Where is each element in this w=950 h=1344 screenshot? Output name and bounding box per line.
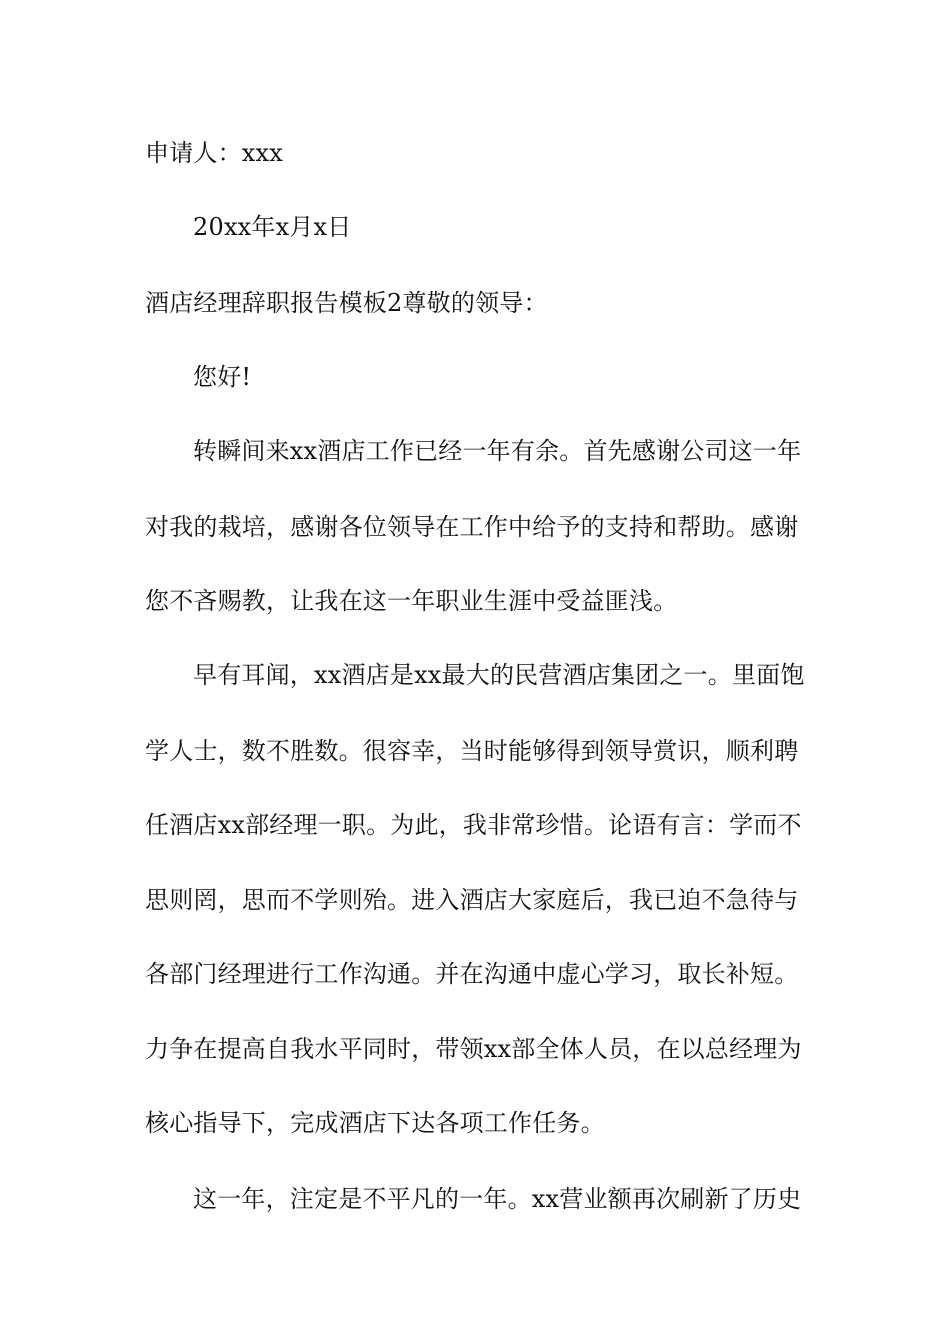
greeting-line: 您好! xyxy=(193,363,252,391)
paragraph-2-line-3: 任酒店xx部经理一职。为此，我非常珍惜。论语有言：学而不 xyxy=(145,811,802,839)
paragraph-2-line-1: 早有耳闻，xx酒店是xx最大的民营酒店集团之一。里面饱 xyxy=(193,661,805,689)
applicant-line: 申请人：xxx xyxy=(145,139,284,167)
paragraph-3-line-1: 这一年，注定是不平凡的一年。xx营业额再次刷新了历史 xyxy=(193,1185,802,1213)
date-line: 20xx年x月x日 xyxy=(193,213,352,241)
paragraph-1-line-2: 对我的栽培，感谢各位领导在工作中给予的支持和帮助。感谢 xyxy=(145,513,799,541)
paragraph-1-line-3: 您不吝赐教，让我在这一年职业生涯中受益匪浅。 xyxy=(145,587,678,615)
paragraph-2-line-7: 核心指导下，完成酒店下达各项工作任务。 xyxy=(145,1109,605,1137)
paragraph-2-line-6: 力争在提高自我水平同时，带领xx部全体人员，在以总经理为 xyxy=(145,1035,802,1063)
paragraph-1-line-1: 转瞬间来xx酒店工作已经一年有余。首先感谢公司这一年 xyxy=(193,437,802,465)
paragraph-2-line-5: 各部门经理进行工作沟通。并在沟通中虚心学习，取长补短。 xyxy=(145,960,799,988)
paragraph-2-line-2: 学人士，数不胜数。很容幸，当时能够得到领导赏识，顺利聘 xyxy=(145,737,799,765)
letter-heading: 酒店经理辞职报告模板2尊敬的领导： xyxy=(145,289,548,317)
paragraph-2-line-4: 思则罔，思而不学则殆。进入酒店大家庭后，我已迫不急待与 xyxy=(145,886,799,914)
